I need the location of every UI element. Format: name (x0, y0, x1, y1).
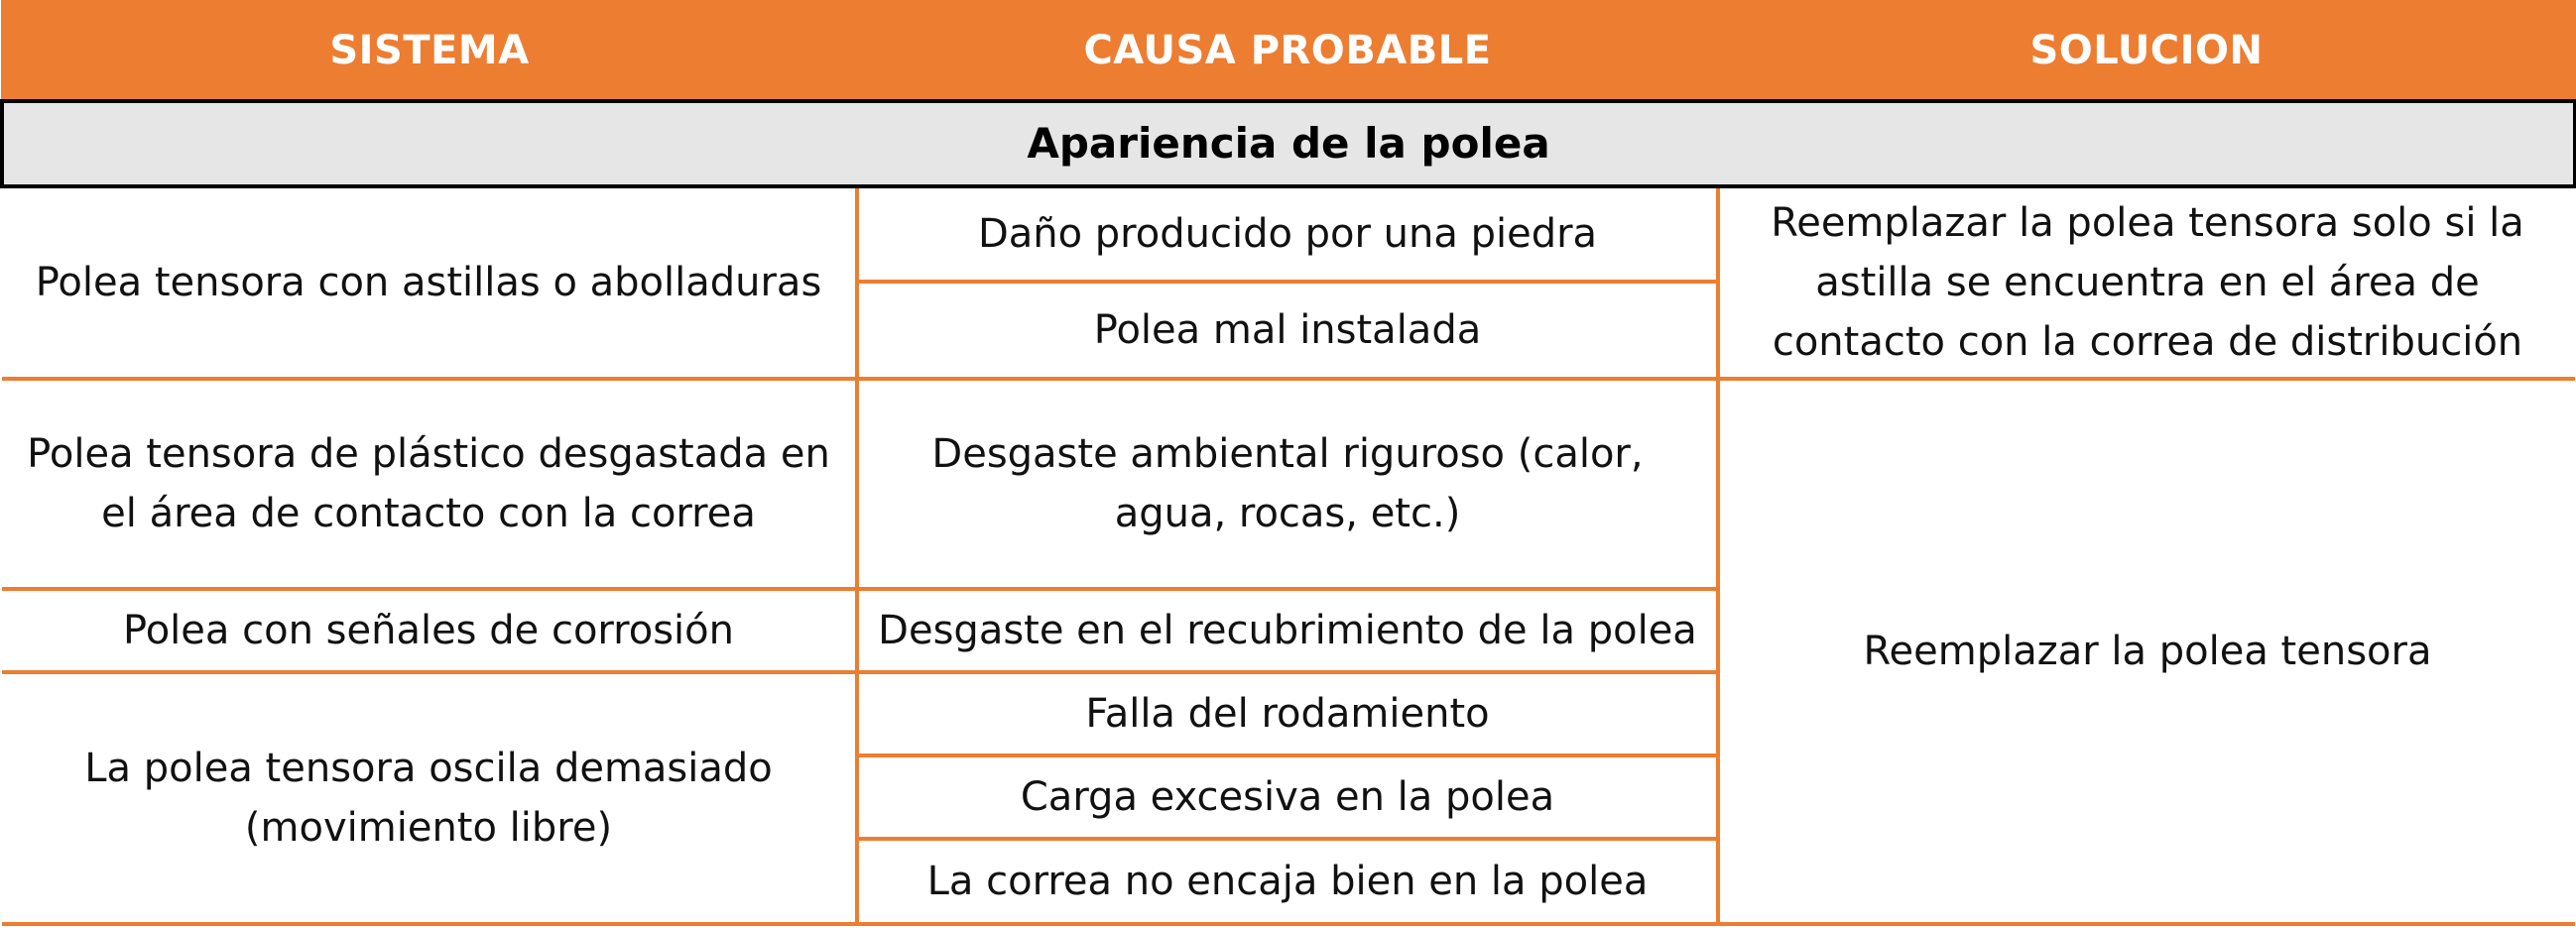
solucion-cell: Reemplazar la polea tensora (1718, 379, 2575, 924)
sistema-cell: Polea tensora con astillas o abolladuras (2, 186, 857, 379)
causa-cell: Carga excesiva en la polea (857, 755, 1718, 839)
header-sistema: SISTEMA (2, 1, 857, 101)
header-solucion: SOLUCION (1718, 1, 2575, 101)
sistema-cell: Polea tensora de plástico desgastada en el área de contacto con la correa (2, 379, 857, 589)
causa-cell: Daño producido por una piedra (857, 186, 1718, 282)
section-row (2, 101, 2575, 186)
solucion-cell: Reemplazar la polea tensora solo si la astilla se encuentra en el área de contacto con la correa de distribución (1718, 186, 2575, 379)
sistema-cell: Polea con señales de corrosión (2, 589, 857, 672)
section-title: Apariencia de la polea (2, 101, 2575, 186)
causa-cell: Desgaste en el recubrimiento de la polea (857, 589, 1718, 672)
header-causa-probable: CAUSA PROBABLE (857, 1, 1718, 101)
causa-cell: Desgaste ambiental riguroso (calor, agua, rocas, etc.) (857, 379, 1718, 589)
table-row (2, 379, 2575, 589)
sistema-cell: La polea tensora oscila demasiado (movimiento libre) (2, 672, 857, 924)
causa-cell: Polea mal instalada (857, 282, 1718, 379)
causa-cell: La correa no encaja bien en la polea (857, 839, 1718, 924)
header-row (2, 1, 2575, 101)
table-row (2, 186, 2575, 282)
causa-cell: Falla del rodamiento (857, 672, 1718, 755)
